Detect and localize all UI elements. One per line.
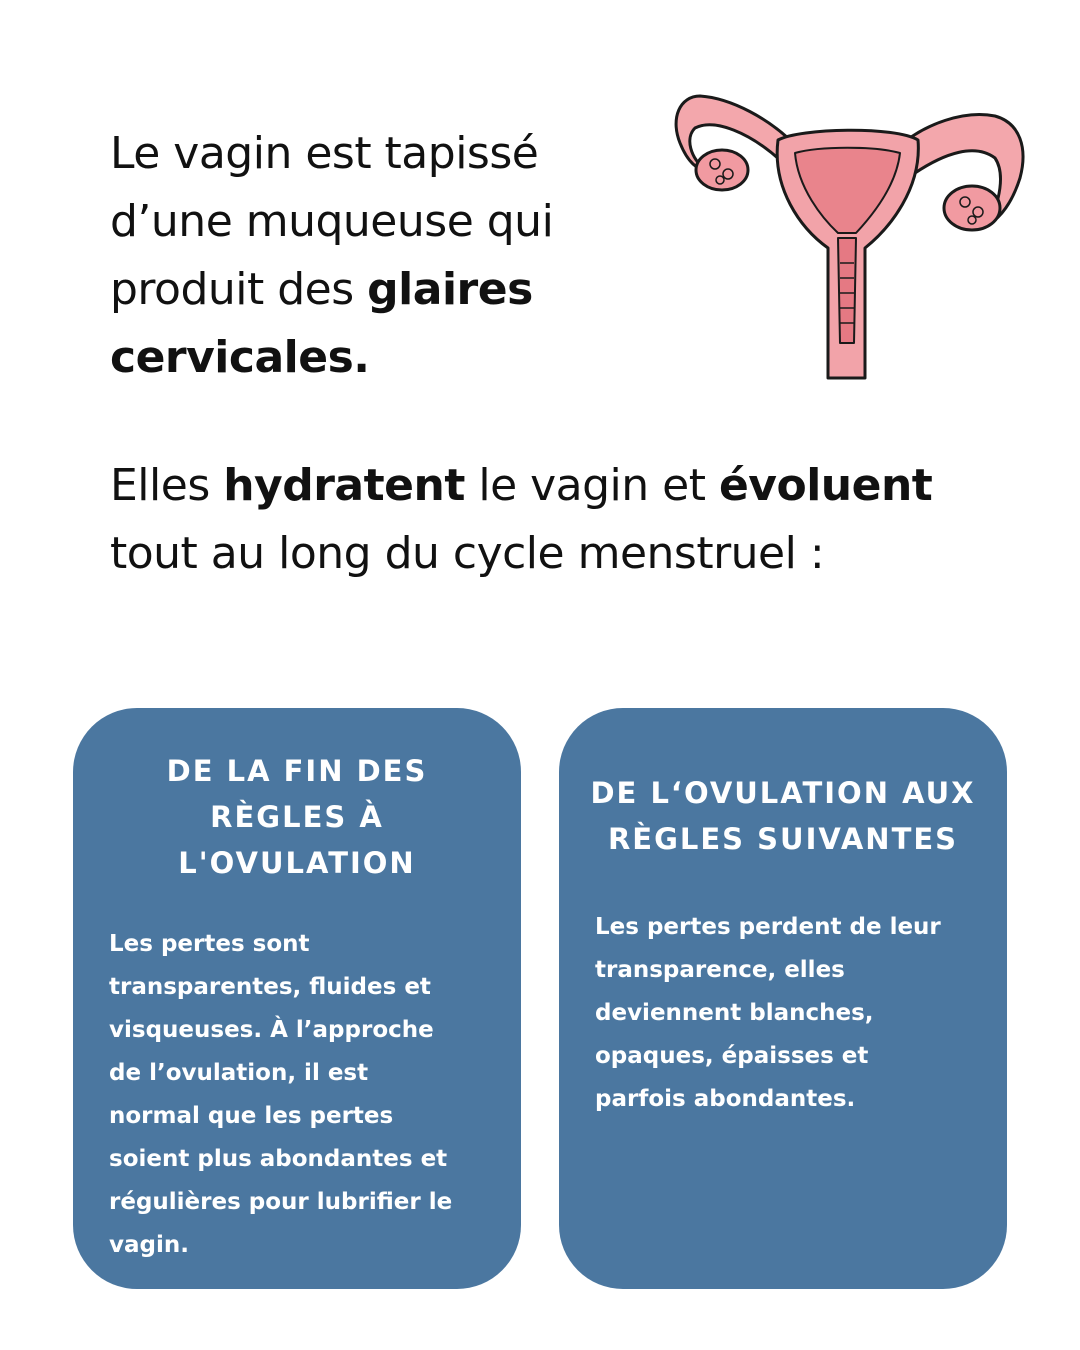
cycle-statement: [110, 452, 1010, 588]
intro-line-2: d’une muqueuse qui: [110, 196, 554, 247]
cervical-canal: [838, 238, 856, 343]
card-body-line: vagin.: [109, 1232, 189, 1258]
card-body-line: régulières pour lubrifier le: [109, 1189, 453, 1215]
card-body-line: transparence, elles: [595, 957, 845, 983]
card-title-line-3: L'OVULATION: [178, 846, 416, 880]
intro-line-1: Le vagin est tapissé: [110, 128, 539, 179]
uterus-illustration-icon: [660, 78, 1035, 388]
statement-highlight-hydratent: hydratent: [223, 460, 465, 511]
intro-text: [110, 120, 630, 392]
card-body: [595, 906, 981, 1121]
card-body-line: deviennent blanches,: [595, 1000, 874, 1026]
card-body: [109, 923, 495, 1267]
card-title: [93, 748, 501, 886]
card-title: [579, 770, 987, 862]
statement-highlight-evoluent: évoluent: [718, 460, 933, 511]
intro-line-3: produit des: [110, 264, 368, 315]
card-body-line: normal que les pertes: [109, 1103, 394, 1129]
intro-highlight-glaires: glaires: [367, 264, 533, 315]
intro-highlight-cervicales: cervicales.: [110, 332, 370, 383]
card-body-line: visqueuses. À l’approche: [109, 1017, 434, 1043]
card-body-line: transparentes, fluides et: [109, 974, 431, 1000]
card-body-line: opaques, épaisses et: [595, 1043, 869, 1069]
card-body-line: Les pertes perdent de leur: [595, 914, 941, 940]
card-title-line-2: RÈGLES SUIVANTES: [607, 822, 959, 856]
card-body-line: soient plus abondantes et: [109, 1146, 448, 1172]
card-title-line-2: RÈGLES À: [210, 800, 384, 834]
statement-line-2: tout au long du cycle menstruel :: [110, 528, 825, 579]
card-title-line-1: DE L‘OVULATION AUX: [590, 776, 976, 810]
card-body-line: parfois abondantes.: [595, 1086, 856, 1112]
card-body-line: de l’ovulation, il est: [109, 1060, 369, 1086]
statement-part-1: Elles: [110, 460, 224, 511]
card-before-ovulation: [73, 708, 521, 1289]
card-title-line-1: DE LA FIN DES: [166, 754, 428, 788]
card-after-ovulation: [559, 708, 1007, 1289]
card-body-line: Les pertes sont: [109, 931, 310, 957]
statement-part-3: le vagin et: [464, 460, 719, 511]
